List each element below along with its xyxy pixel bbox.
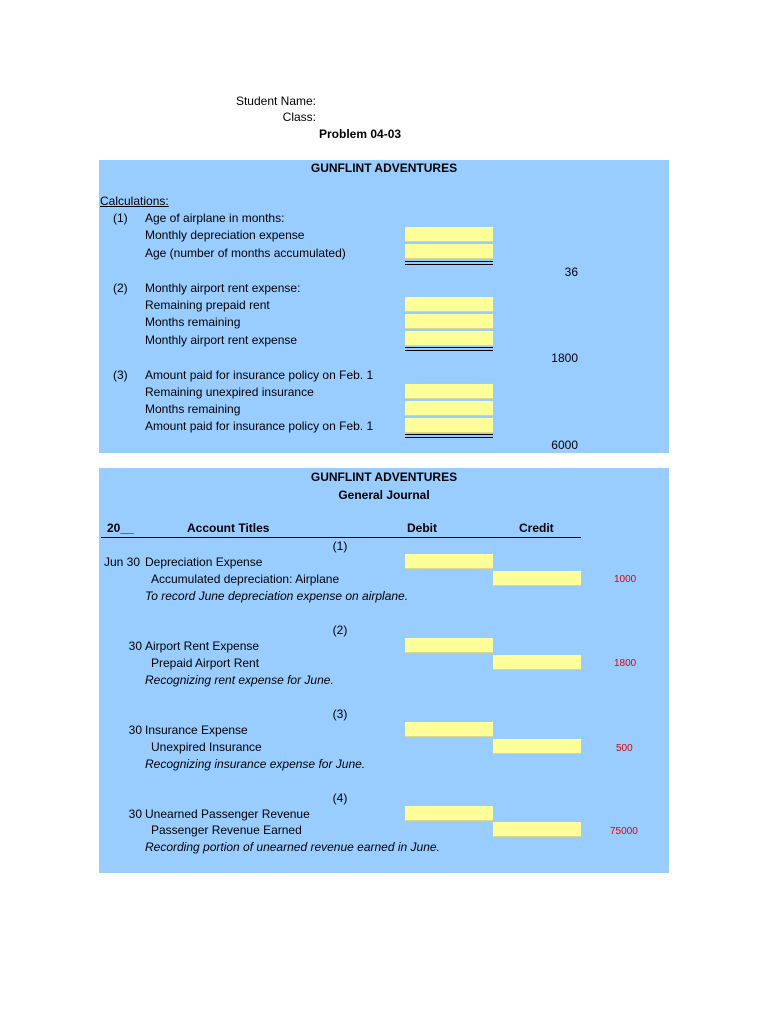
entry-3-side-value: 500 (616, 743, 633, 754)
entry-3-date: 30 (128, 723, 142, 737)
entry-2-credit-account: Prepaid Airport Rent (151, 656, 260, 670)
calc-2-line-3: Monthly airport rent expense (145, 333, 298, 347)
calculations-heading: Calculations: (100, 194, 169, 208)
double-underline (405, 434, 493, 438)
rent-months-remaining-input[interactable] (405, 314, 493, 329)
calc-3-line-2: Months remaining (145, 402, 241, 416)
entry-2-side-value: 1800 (614, 658, 637, 669)
col-year-header: 20__ (107, 521, 134, 535)
calc-1-title: Age of airplane in months: (145, 211, 285, 225)
calc-3-title: Amount paid for insurance policy on Feb. 1 (145, 368, 374, 382)
calc-1-line-1: Monthly depreciation expense (145, 228, 305, 242)
entry-3-credit-input[interactable] (493, 739, 581, 754)
remaining-unexpired-insurance-input[interactable] (405, 384, 493, 399)
entry-2-number: (2) (332, 623, 348, 637)
entry-2-date: 30 (128, 639, 142, 653)
calc-company-title: GUNFLINT ADVENTURES (310, 161, 458, 175)
calc-1-number: (1) (113, 211, 128, 225)
entry-1-credit-account: Accumulated depreciation: Airplane (151, 572, 340, 586)
calc-1-result: 36 (564, 265, 578, 279)
monthly-depreciation-input[interactable] (405, 227, 493, 242)
journal-title: General Journal (338, 488, 430, 502)
entry-1-memo: To record June depreciation expense on airplane. (145, 589, 409, 603)
entry-4-debit-account: Unearned Passenger Revenue (145, 807, 310, 821)
calc-3-number: (3) (113, 368, 128, 382)
calc-3-result: 6000 (551, 438, 578, 452)
entry-4-memo: Recording portion of unearned revenue earned in June. (145, 840, 440, 854)
problem-title: Problem 04-03 (319, 127, 402, 141)
calc-1-line-2: Age (number of months accumulated) (145, 246, 346, 260)
entry-2-debit-account: Airport Rent Expense (145, 639, 260, 653)
entry-4-date: 30 (128, 807, 142, 821)
entry-1-debit-input[interactable] (405, 554, 493, 569)
entry-4-debit-input[interactable] (405, 806, 493, 821)
entry-3-memo: Recognizing insurance expense for June. (145, 757, 366, 771)
student-name-label: Student Name: (235, 94, 316, 108)
entry-2-debit-input[interactable] (405, 638, 493, 653)
entry-2-memo: Recognizing rent expense for June. (145, 673, 334, 687)
calc-2-title: Monthly airport rent expense: (145, 281, 301, 295)
remaining-prepaid-rent-input[interactable] (405, 297, 493, 312)
entry-3-debit-input[interactable] (405, 722, 493, 737)
monthly-rent-expense-input[interactable] (405, 331, 493, 346)
col-debit-header: Debit (407, 521, 437, 535)
double-underline (405, 261, 493, 265)
age-months-input[interactable] (405, 244, 493, 259)
calc-2-line-1: Remaining prepaid rent (145, 298, 270, 312)
entry-2-credit-input[interactable] (493, 655, 581, 670)
double-underline (405, 347, 493, 351)
entry-3-credit-account: Unexpired Insurance (151, 740, 262, 754)
entry-4-credit-input[interactable] (493, 822, 581, 837)
entry-1-number: (1) (332, 539, 348, 553)
calc-3-line-3: Amount paid for insurance policy on Feb. 1 (145, 419, 374, 433)
entry-1-date: Jun 30 (104, 555, 141, 569)
entry-3-debit-account: Insurance Expense (145, 723, 248, 737)
entry-3-number: (3) (332, 707, 348, 721)
journal-company-title: GUNFLINT ADVENTURES (310, 470, 458, 484)
insurance-amount-paid-input[interactable] (405, 418, 493, 433)
header-rule (101, 537, 581, 538)
entry-1-side-value: 1000 (614, 574, 637, 585)
entry-1-credit-input[interactable] (493, 571, 581, 586)
entry-1-debit-account: Depreciation Expense (145, 555, 263, 569)
entry-4-credit-account: Passenger Revenue Earned (151, 823, 302, 837)
class-label: Class: (282, 110, 316, 124)
calc-2-number: (2) (113, 281, 128, 295)
calc-2-result: 1800 (551, 351, 578, 365)
col-account-titles-header: Account Titles (187, 521, 270, 535)
entry-4-side-value: 75000 (610, 826, 638, 837)
insurance-months-remaining-input[interactable] (405, 401, 493, 416)
calc-3-line-1: Remaining unexpired insurance (145, 385, 314, 399)
col-credit-header: Credit (519, 521, 554, 535)
entry-4-number: (4) (332, 791, 348, 805)
calc-2-line-2: Months remaining (145, 315, 241, 329)
